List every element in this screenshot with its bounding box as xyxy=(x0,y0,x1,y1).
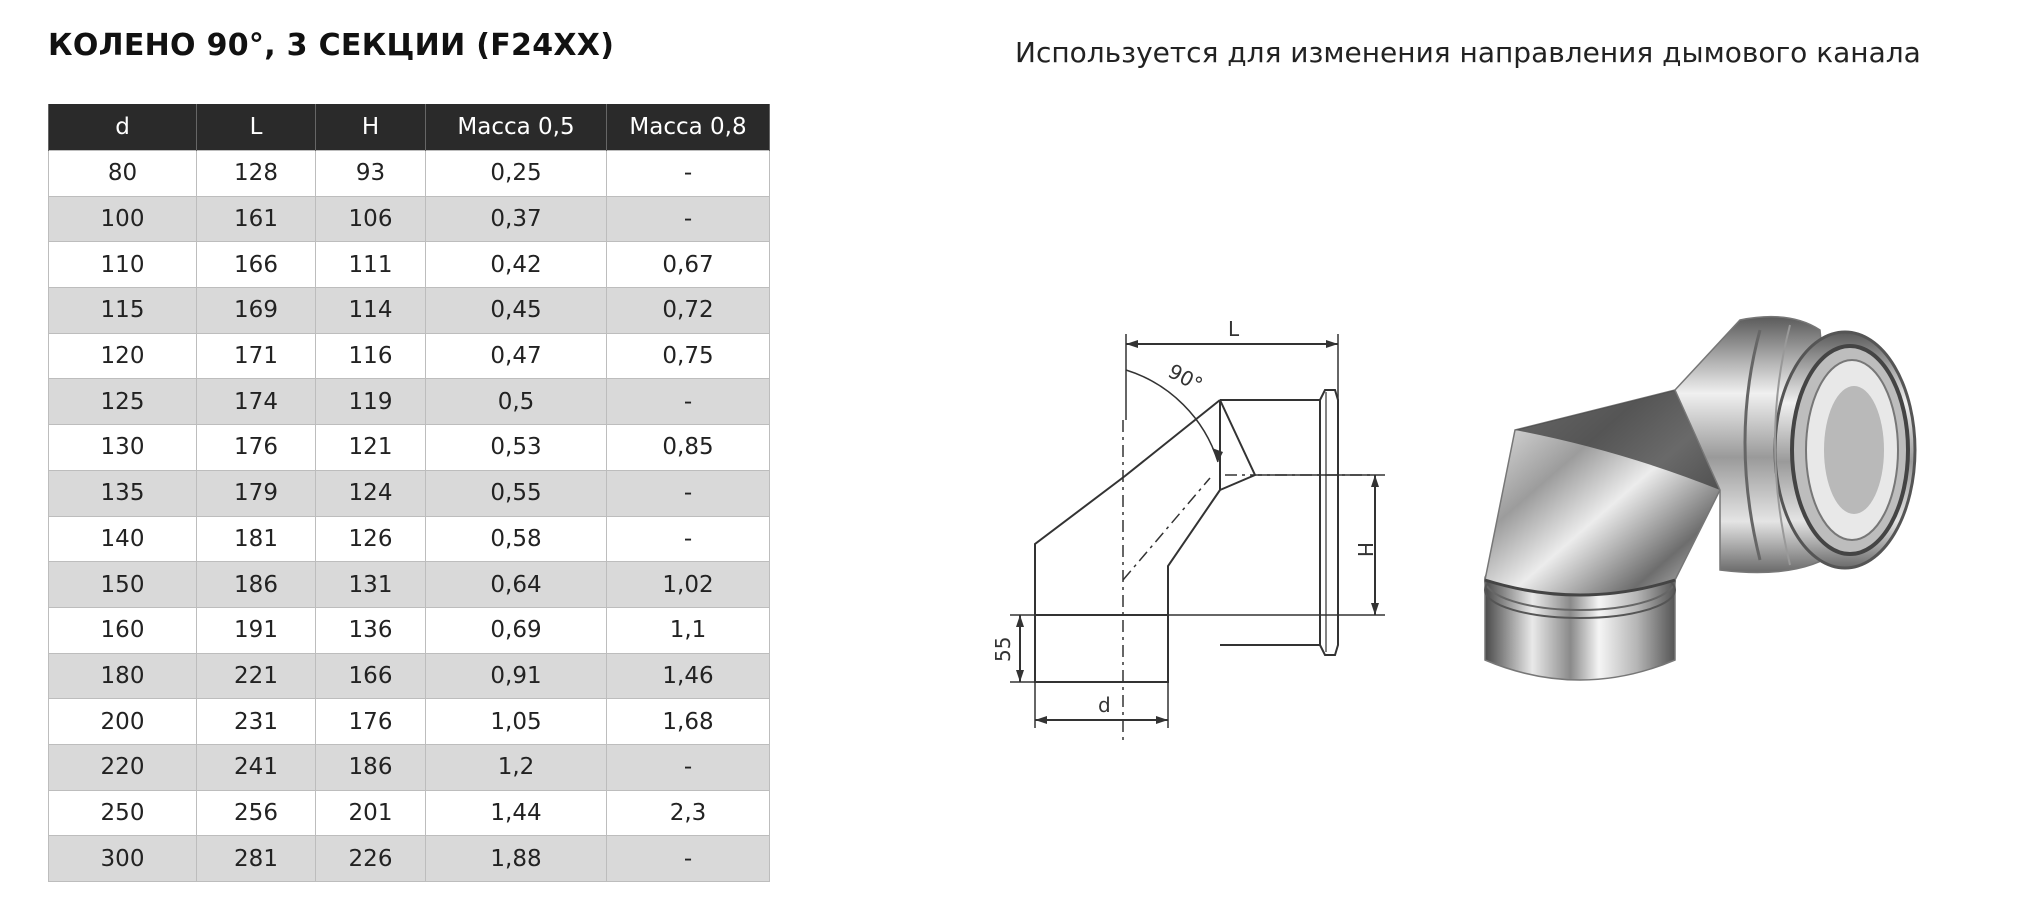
cell-mass-08: - xyxy=(607,379,770,425)
cell-d: 130 xyxy=(49,425,197,471)
cell-mass-08: 0,85 xyxy=(607,425,770,471)
cell-l: 181 xyxy=(197,516,316,562)
cell-h: 111 xyxy=(316,242,426,288)
table-row xyxy=(49,425,770,471)
table-row xyxy=(49,379,770,425)
cell-mass-05: 0,69 xyxy=(426,607,607,653)
table-row xyxy=(49,516,770,562)
cell-mass-05: 0,5 xyxy=(426,379,607,425)
cell-mass-05: 0,37 xyxy=(426,196,607,242)
cell-d: 220 xyxy=(49,744,197,790)
cell-d: 160 xyxy=(49,607,197,653)
table-header-row xyxy=(49,104,770,151)
cell-mass-08: 1,1 xyxy=(607,607,770,653)
elbow-technical-drawing xyxy=(990,300,1410,740)
cell-l: 241 xyxy=(197,744,316,790)
table-row xyxy=(49,470,770,516)
cell-l: 186 xyxy=(197,562,316,608)
cell-l: 221 xyxy=(197,653,316,699)
table-row xyxy=(49,288,770,334)
cell-mass-05: 1,88 xyxy=(426,836,607,882)
cell-mass-05: 0,42 xyxy=(426,242,607,288)
cell-h: 201 xyxy=(316,790,426,836)
cell-d: 80 xyxy=(49,151,197,197)
cell-h: 136 xyxy=(316,607,426,653)
cell-mass-08: - xyxy=(607,744,770,790)
table-row xyxy=(49,607,770,653)
cell-h: 93 xyxy=(316,151,426,197)
elbow-product-image xyxy=(1460,290,1980,740)
column-header-mass-05: Масса 0,5 xyxy=(426,104,607,151)
column-header-h: H xyxy=(316,104,426,151)
cell-mass-05: 0,64 xyxy=(426,562,607,608)
cell-h: 114 xyxy=(316,288,426,334)
cell-d: 300 xyxy=(49,836,197,882)
cell-h: 126 xyxy=(316,516,426,562)
cell-l: 281 xyxy=(197,836,316,882)
column-header-mass-08: Масса 0,8 xyxy=(607,104,770,151)
cell-d: 180 xyxy=(49,653,197,699)
cell-mass-08: 1,02 xyxy=(607,562,770,608)
cell-h: 106 xyxy=(316,196,426,242)
cell-mass-05: 0,47 xyxy=(426,333,607,379)
cell-mass-08: - xyxy=(607,196,770,242)
cell-d: 110 xyxy=(49,242,197,288)
cell-mass-08: 1,46 xyxy=(607,653,770,699)
cell-mass-08: - xyxy=(607,470,770,516)
cell-l: 191 xyxy=(197,607,316,653)
cell-h: 186 xyxy=(316,744,426,790)
cell-mass-08: 0,75 xyxy=(607,333,770,379)
table-row xyxy=(49,151,770,197)
table-row xyxy=(49,699,770,745)
cell-h: 121 xyxy=(316,425,426,471)
spec-table xyxy=(48,104,770,882)
cell-d: 100 xyxy=(49,196,197,242)
label-h: H xyxy=(1353,542,1377,558)
cell-d: 250 xyxy=(49,790,197,836)
column-header-d: d xyxy=(49,104,197,151)
cell-mass-08: - xyxy=(607,151,770,197)
page-title: КОЛЕНО 90°, 3 СЕКЦИИ (F24XX) xyxy=(48,28,615,63)
cell-d: 120 xyxy=(49,333,197,379)
table-row xyxy=(49,562,770,608)
cell-mass-05: 1,44 xyxy=(426,790,607,836)
cell-mass-08: 1,68 xyxy=(607,699,770,745)
cell-h: 119 xyxy=(316,379,426,425)
cell-mass-05: 0,25 xyxy=(426,151,607,197)
table-row xyxy=(49,790,770,836)
label-angle: 90° xyxy=(1164,358,1207,397)
cell-mass-08: 0,67 xyxy=(607,242,770,288)
cell-mass-05: 0,53 xyxy=(426,425,607,471)
cell-d: 150 xyxy=(49,562,197,608)
cell-mass-08: 0,72 xyxy=(607,288,770,334)
label-d: d xyxy=(1098,693,1111,717)
cell-l: 179 xyxy=(197,470,316,516)
cell-h: 226 xyxy=(316,836,426,882)
table-body xyxy=(49,151,770,882)
cell-l: 231 xyxy=(197,699,316,745)
cell-mass-05: 0,91 xyxy=(426,653,607,699)
cell-l: 171 xyxy=(197,333,316,379)
description-text: Используется для изменения направления дымового канала xyxy=(1015,36,1921,69)
cell-h: 116 xyxy=(316,333,426,379)
cell-mass-05: 1,2 xyxy=(426,744,607,790)
table-row xyxy=(49,196,770,242)
label-l: L xyxy=(1228,317,1240,341)
cell-mass-08: 2,3 xyxy=(607,790,770,836)
table-row xyxy=(49,242,770,288)
cell-h: 166 xyxy=(316,653,426,699)
table-row xyxy=(49,836,770,882)
cell-h: 131 xyxy=(316,562,426,608)
cell-l: 256 xyxy=(197,790,316,836)
cell-mass-05: 1,05 xyxy=(426,699,607,745)
cell-l: 176 xyxy=(197,425,316,471)
cell-d: 115 xyxy=(49,288,197,334)
cell-h: 176 xyxy=(316,699,426,745)
table-row xyxy=(49,744,770,790)
label-55: 55 xyxy=(991,636,1015,662)
cell-d: 125 xyxy=(49,379,197,425)
cell-mass-08: - xyxy=(607,836,770,882)
cell-l: 174 xyxy=(197,379,316,425)
cell-h: 124 xyxy=(316,470,426,516)
cell-mass-08: - xyxy=(607,516,770,562)
cell-l: 161 xyxy=(197,196,316,242)
cell-d: 140 xyxy=(49,516,197,562)
cell-l: 169 xyxy=(197,288,316,334)
cell-l: 166 xyxy=(197,242,316,288)
cell-mass-05: 0,45 xyxy=(426,288,607,334)
column-header-l: L xyxy=(197,104,316,151)
table-row xyxy=(49,653,770,699)
cell-l: 128 xyxy=(197,151,316,197)
cell-d: 200 xyxy=(49,699,197,745)
cell-mass-05: 0,58 xyxy=(426,516,607,562)
cell-d: 135 xyxy=(49,470,197,516)
table-row xyxy=(49,333,770,379)
cell-mass-05: 0,55 xyxy=(426,470,607,516)
